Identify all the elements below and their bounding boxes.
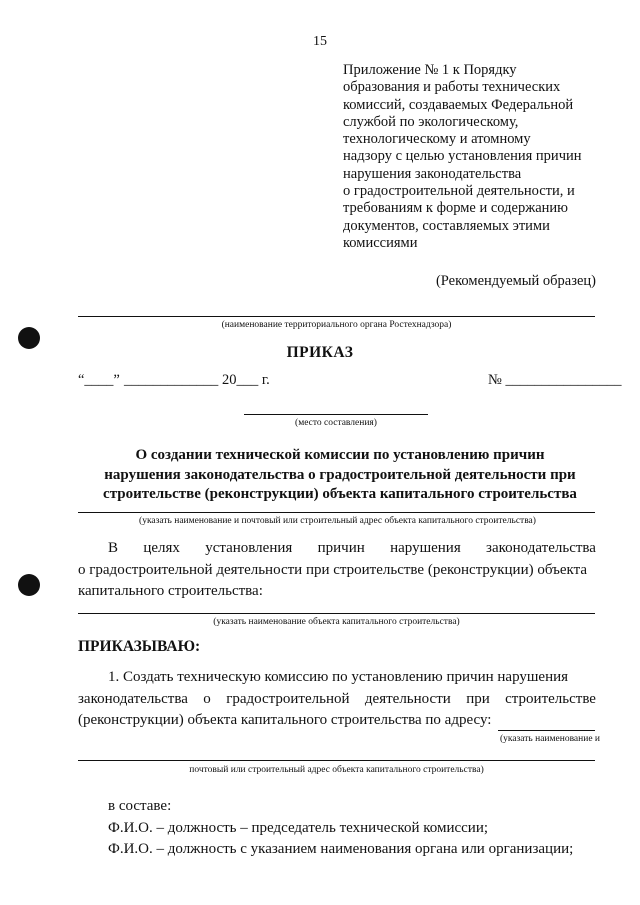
word: В (108, 540, 119, 556)
territorial-body-caption: (наименование территориального органа Ростехнадзора) (221, 320, 452, 330)
appendix-line: службой по экологическому, (343, 113, 519, 130)
order-number: № ________________ (488, 372, 622, 388)
subject-line: строительстве (реконструкции) объекта капитального строительства (103, 486, 577, 502)
date-year: 20___ г. (222, 372, 270, 388)
word: законодательства (486, 540, 596, 556)
order-title: ПРИКАЗ (286, 344, 354, 361)
word: причин (317, 540, 365, 556)
item-1-paragraph (78, 667, 596, 732)
word: строительстве (505, 690, 596, 707)
object-address-line (78, 512, 595, 513)
appendix-line: надзору с целью установления причин (343, 148, 582, 165)
appendix-line: Приложение № 1 к Порядку (343, 62, 517, 78)
composition (108, 796, 573, 861)
sample-note: (Рекомендуемый образец) (435, 273, 596, 289)
word: целях (143, 540, 180, 556)
word: установления (205, 540, 293, 556)
address-line-2 (78, 760, 595, 761)
date-month: _____________ (124, 372, 219, 388)
appendix-line: комиссий, создаваемых Федеральной (343, 96, 574, 113)
purpose-line-3: капитального строительства: (78, 583, 263, 599)
appendix-line: нарушения законодательства (343, 165, 522, 182)
object-name-caption: (указать наименование объекта капитального строительства) (213, 617, 460, 627)
object-name-line (78, 613, 595, 614)
word: при (466, 690, 490, 707)
page-number: 15 (313, 34, 327, 49)
item-1-line-2 (78, 689, 596, 711)
order-heading: ПРИКАЗЫВАЮ: (78, 638, 201, 655)
date-day: “____” (78, 372, 120, 388)
composition-line: Ф.И.О. – должность – председатель технической комиссии; (108, 819, 489, 836)
appendix-line: комиссиями (343, 234, 418, 251)
territorial-body-line (78, 316, 595, 317)
item-1-line-3: (реконструкции) объекта капитального строительства по адресу: (78, 712, 492, 728)
order-subject (60, 446, 620, 505)
address-caption-1: (указать наименование и (499, 734, 600, 744)
subject-line: нарушения законодательства о градостроительной деятельности при (104, 466, 576, 483)
appendix-line: технологическому и атомному (343, 131, 531, 148)
object-address-caption: (указать наименование и почтовый или строительный адрес объекта капитального строительства) (139, 516, 536, 526)
word: градостроительной (226, 690, 350, 707)
item-1-line-1: 1. Создать техническую комиссию по установлению причин нарушения (108, 669, 569, 685)
purpose-line-2: о градостроительной деятельности при строительстве (реконструкции) объекта (78, 561, 588, 578)
word: деятельности (364, 690, 451, 707)
composition-line: Ф.И.О. – должность с указанием наименования органа или организации; (108, 841, 574, 857)
composition-intro: в составе: (108, 798, 172, 814)
subject-line: О создании технической комиссии по установлению причин (135, 447, 545, 463)
place-caption: (место составления) (295, 418, 377, 428)
appendix-line: образования и работы технических (343, 79, 561, 96)
appendix-line: о градостроительной деятельности, и (343, 183, 575, 200)
word: нарушения (390, 540, 461, 556)
address-line-1 (498, 730, 595, 731)
purpose-line-1 (78, 538, 596, 560)
appendix-line: требованиям к форме и содержанию (343, 200, 569, 217)
punch-hole (18, 574, 40, 596)
word: законодательства (78, 690, 188, 707)
place-line (244, 414, 428, 415)
appendix-line: документов, составляемых этими (343, 217, 550, 234)
word: о (203, 690, 211, 707)
appendix-header (343, 62, 605, 252)
address-caption-2: почтовый или строительный адрес объекта капитального строительства) (189, 765, 484, 775)
purpose-paragraph (78, 538, 596, 603)
